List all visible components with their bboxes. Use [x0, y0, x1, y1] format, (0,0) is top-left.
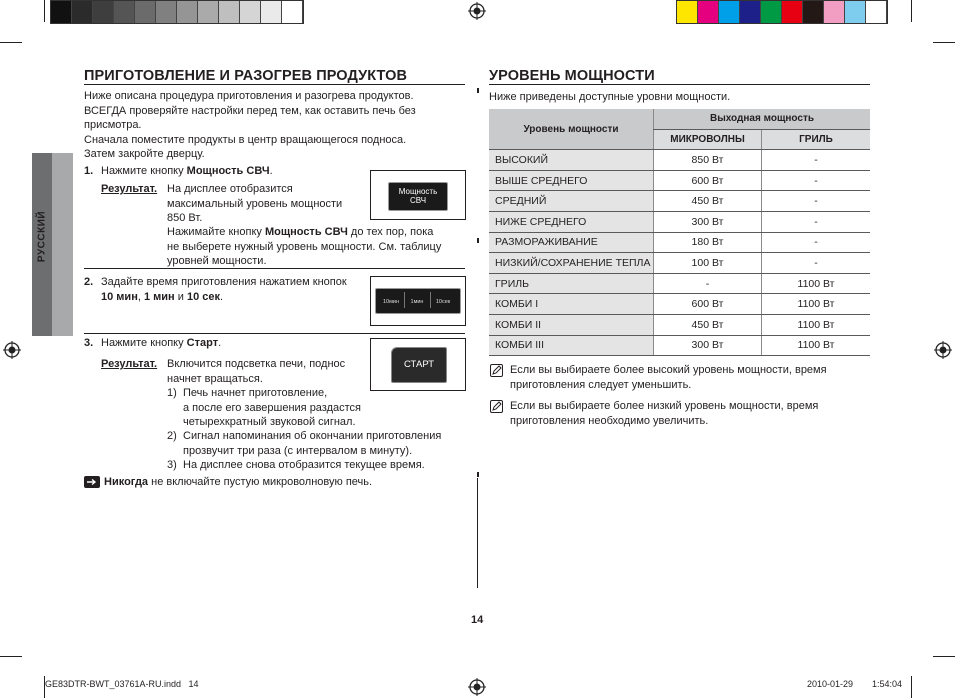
- step1-extra-line: уровней мощности.: [167, 255, 267, 267]
- step-separator: [84, 333, 465, 334]
- sub-line: а после его завершения раздастся: [183, 401, 362, 414]
- gray-swatch: [282, 1, 303, 23]
- gray-swatch: [114, 1, 135, 23]
- step1-extra: Нажимайте кнопку Мощность СВЧ до тех пор, пока: [167, 226, 434, 238]
- power-level-table: [489, 109, 870, 356]
- color-swatch: [803, 1, 824, 23]
- grill-power-cell: 1100 Вт: [762, 273, 871, 294]
- note-line: Если вы выбираете более высокий уровень мощности, время: [510, 364, 827, 376]
- registration-mark-icon: [468, 2, 486, 20]
- table-row: [489, 273, 870, 294]
- gray-swatch: [261, 1, 282, 23]
- grill-power-cell: 1100 Вт: [762, 294, 871, 315]
- power-intro: Ниже приведены доступные уровни мощности.: [489, 91, 731, 103]
- microwave-power-cell: 100 Вт: [654, 253, 762, 274]
- power-level-cell: ГРИЛЬ: [489, 273, 654, 294]
- time-buttons-illustration: [370, 276, 466, 326]
- result-label: Результат.: [101, 358, 158, 370]
- hand-warning-icon: [84, 476, 100, 488]
- color-swatch: [866, 1, 887, 23]
- sub-line: На дисплее снова отобразится текущее время.: [183, 458, 425, 471]
- step1-extra-line: не выберете нужный уровень мощности. См. таблицу: [167, 240, 442, 253]
- footer-time: 1:54:04: [872, 679, 903, 689]
- grill-power-cell: -: [762, 232, 871, 253]
- step2-keys: 10 мин, 1 мин и 10 сек.: [101, 290, 224, 303]
- step-number: 2.: [84, 276, 94, 288]
- color-swatch: [740, 1, 761, 23]
- intro-line: Ниже описана процедура приготовления и разогрева продуктов.: [84, 90, 414, 102]
- power-level-cell: НИЗКИЙ/СОХРАНЕНИЕ ТЕПЛА: [489, 253, 654, 274]
- footer-date: 2010-01-29: [807, 679, 854, 689]
- ten-sec-button: 10сек: [435, 299, 451, 305]
- power-level-cell: ВЫСОКИЙ: [489, 150, 654, 171]
- step-number: 1.: [84, 165, 94, 177]
- note-icon: [490, 400, 503, 413]
- note-line: Если вы выбираете более низкий уровень мощности, время: [510, 400, 819, 412]
- column-divider: [477, 478, 478, 588]
- language-side-tab: [32, 153, 73, 336]
- result-line: Включится подсветка печи, поднос: [167, 358, 346, 370]
- note-line: приготовления необходимо увеличить.: [510, 414, 709, 427]
- power-level-cell: НИЖЕ СРЕДНЕГО: [489, 211, 654, 232]
- registration-mark-icon: [934, 341, 952, 359]
- gray-swatch: [198, 1, 219, 23]
- crop-mark: [933, 42, 955, 43]
- power-level-cell: СРЕДНИЙ: [489, 191, 654, 212]
- microwave-power-cell: 600 Вт: [654, 170, 762, 191]
- color-swatch: [824, 1, 845, 23]
- crop-mark: [44, 0, 45, 22]
- header-grill: ГРИЛЬ: [762, 129, 871, 150]
- note-icon: [490, 364, 503, 377]
- column-divider-mark: [477, 88, 479, 93]
- microwave-power-cell: 180 Вт: [654, 232, 762, 253]
- section-title-power: УРОВЕНЬ МОЩНОСТИ: [489, 68, 655, 84]
- header-level: Уровень мощности: [489, 109, 654, 150]
- step-number: 3.: [84, 337, 94, 349]
- microwave-power-cell: 450 Вт: [654, 314, 762, 335]
- color-swatch: [719, 1, 740, 23]
- column-divider-mark: [477, 472, 479, 477]
- color-swatch: [677, 1, 698, 23]
- color-swatch: [761, 1, 782, 23]
- power-button-label: Мощность СВЧ: [398, 187, 438, 205]
- table-row: [489, 191, 870, 212]
- table-row: [489, 253, 870, 274]
- one-min-button: 1мин: [410, 299, 424, 305]
- gray-swatch: [240, 1, 261, 23]
- crop-mark: [933, 656, 955, 657]
- gray-swatch: [135, 1, 156, 23]
- table-row: [489, 335, 870, 356]
- power-button-illustration: [370, 170, 466, 220]
- color-swatch: [782, 1, 803, 23]
- header-micro: МИКРОВОЛНЫ: [654, 129, 762, 150]
- intro-line: присмотра.: [84, 119, 142, 131]
- column-divider-mark: [477, 238, 479, 243]
- power-level-cell: КОМБИ II: [489, 314, 654, 335]
- table-row: [489, 150, 870, 171]
- registration-mark-icon: [3, 341, 21, 359]
- table-row: [489, 294, 870, 315]
- power-level-cell: КОМБИ III: [489, 335, 654, 356]
- intro-line: ВСЕГДА проверяйте настройки перед тем, как оставить печь без: [84, 104, 416, 117]
- language-tab-label: РУССКИЙ: [36, 210, 48, 263]
- start-button-label: СТАРТ: [403, 359, 435, 370]
- crop-mark: [0, 42, 22, 43]
- title-rule: [489, 84, 870, 85]
- gray-swatch: [177, 1, 198, 23]
- registration-mark-icon: [468, 678, 486, 696]
- result-line: начнет вращаться.: [167, 372, 263, 385]
- microwave-power-cell: 300 Вт: [654, 211, 762, 232]
- note-line: приготовления следует уменьшить.: [510, 378, 692, 391]
- table-row: [489, 314, 870, 335]
- microwave-power-cell: 450 Вт: [654, 191, 762, 212]
- warning-text: Никогда не включайте пустую микроволновую печь.: [104, 476, 373, 488]
- gray-swatch: [219, 1, 240, 23]
- sub-line: четырехкратный звуковой сигнал.: [183, 416, 356, 428]
- grill-power-cell: -: [762, 253, 871, 274]
- result-line: 850 Вт.: [167, 212, 203, 224]
- grayscale-calibration-bar: [50, 0, 304, 24]
- footer-filename: GE83DTR-BWT_03761A-RU.indd 14: [45, 679, 199, 689]
- power-level-cell: ВЫШЕ СРЕДНЕГО: [489, 170, 654, 191]
- gray-swatch: [156, 1, 177, 23]
- result-label: Результат.: [101, 183, 158, 195]
- section-title-cooking: ПРИГОТОВЛЕНИЕ И РАЗОГРЕВ ПРОДУКТОВ: [84, 68, 408, 84]
- page-number: 14: [471, 614, 484, 626]
- sub-number: 3): [167, 458, 177, 471]
- color-calibration-bar: [676, 0, 888, 24]
- table-row: [489, 211, 870, 232]
- sub-number: 1): [167, 387, 177, 399]
- sub-line: Сигнал напоминания об окончании приготовления: [183, 430, 442, 442]
- color-swatch: [698, 1, 719, 23]
- table-row: [489, 170, 870, 191]
- crop-mark: [0, 656, 22, 657]
- header-output: Выходная мощность: [654, 109, 871, 129]
- result-line: На дисплее отобразится: [167, 183, 293, 195]
- grill-power-cell: -: [762, 211, 871, 232]
- grill-power-cell: 1100 Вт: [762, 335, 871, 356]
- intro-line: Сначала поместите продукты в центр вращающегося подноса.: [84, 133, 407, 146]
- sub-line: Печь начнет приготовление,: [183, 387, 328, 399]
- step1-instruction: Нажмите кнопку Мощность СВЧ.: [101, 165, 273, 177]
- intro-line: Затем закройте дверцу.: [84, 148, 205, 160]
- title-rule: [84, 84, 465, 85]
- grill-power-cell: -: [762, 191, 871, 212]
- gray-swatch: [93, 1, 114, 23]
- step3-instruction: Нажмите кнопку Старт.: [101, 337, 222, 349]
- step-separator: [84, 268, 465, 269]
- grill-power-cell: 1100 Вт: [762, 314, 871, 335]
- grill-power-cell: -: [762, 150, 871, 171]
- gray-swatch: [51, 1, 72, 23]
- crop-mark: [911, 676, 912, 698]
- result-line: максимальный уровень мощности: [167, 197, 343, 210]
- sub-number: 2): [167, 430, 177, 442]
- power-level-cell: КОМБИ I: [489, 294, 654, 315]
- table-row: [489, 232, 870, 253]
- power-level-cell: РАЗМОРАЖИВАНИЕ: [489, 232, 654, 253]
- sub-line: прозвучит три раза (с интервалом в минуту).: [183, 444, 413, 457]
- microwave-power-cell: -: [654, 273, 762, 294]
- ten-min-button: 10мин: [382, 299, 399, 305]
- gray-swatch: [72, 1, 93, 23]
- color-swatch: [845, 1, 866, 23]
- crop-mark: [911, 0, 912, 22]
- step2-instruction: Задайте время приготовления нажатием кнопок: [101, 276, 347, 288]
- grill-power-cell: -: [762, 170, 871, 191]
- microwave-power-cell: 600 Вт: [654, 294, 762, 315]
- microwave-power-cell: 300 Вт: [654, 335, 762, 356]
- start-button-illustration: [370, 338, 466, 391]
- microwave-power-cell: 850 Вт: [654, 150, 762, 171]
